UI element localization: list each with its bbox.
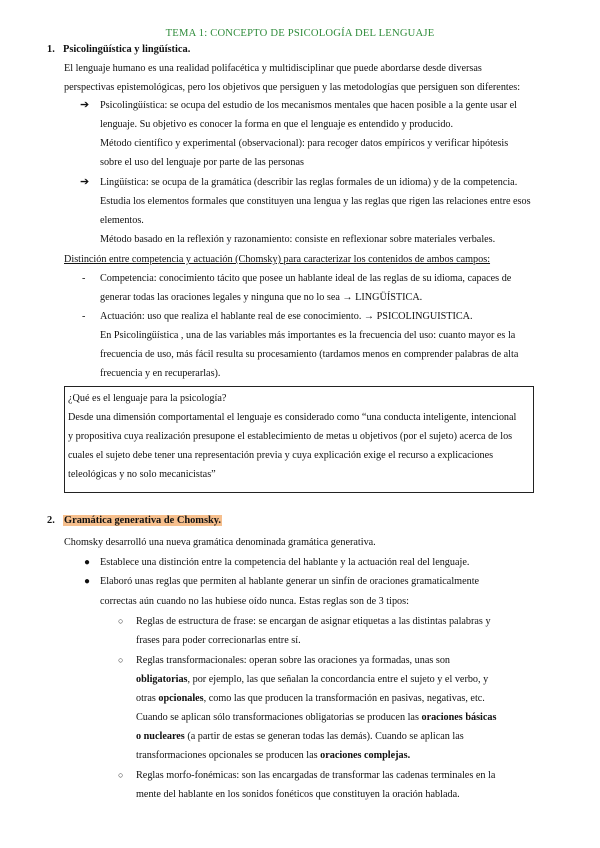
section-1-heading: 1. Psicolingüística y lingüística. [47,44,191,55]
actuacion-line-1: Actuación: uso que realiza el hablante real de ese conocimiento. → PSICOLINGUISTICA. [100,311,473,322]
ling-line-3: elementos. [100,215,144,226]
psico-line-4: sobre el uso del lenguaje por parte de las personas [100,157,304,168]
circle-bullet-icon: ○ [118,770,124,780]
dash-icon: - [82,273,86,284]
section-1-intro-line-1: El lenguaje humano es una realidad polifacética y multidisciplinar que puede abordarse desde diversas [64,63,482,74]
rule-3-line-2: mente del hablante en los sonidos fonéticos que constituyen la oración hablada. [136,789,460,800]
section-2-intro: Chomsky desarrolló una nueva gramática denominada gramática generativa. [64,537,376,548]
ling-line-1: Lingüística: se ocupa de la gramática (describir las reglas formales de un idioma) y de la competencia. [100,177,518,188]
rule-2-line-2: obligatorias, por ejemplo, las que señalan la concordancia entre el sujeto y el verbo, y [136,674,489,685]
box-line-1: Desde una dimensión comportamental el lenguaje es considerado como “una conducta inteligente, intencional [68,412,517,423]
ling-line-2: Estudia los elementos formales que constituyen una lengua y las reglas que rigen las relaciones entre esos [100,196,531,207]
rule-2-line-1: Reglas transformacionales: operan sobre las oraciones ya formadas, unas son [136,655,451,666]
box-line-4: teleológicas y no solo mecanicistas” [68,469,216,480]
bullet-2-line-2: correctas aún cuando no las hubiese oído nunca. Estas reglas son de 3 tipos: [100,596,409,607]
distinction-heading: Distinción entre competencia y actuación (Chomsky) para caracterizar los contenidos de ambos campos: [64,254,491,265]
actuacion-line-4: frecuencia y en recuperarlas). [100,368,221,379]
section-2-heading: 2. Gramática generativa de Chomsky. [47,515,221,526]
psico-line-1: Psicolingüística: se ocupa del estudio de los mecanismos mentales que hacen posible a la gente usar el [100,100,518,111]
rule-1-line-1: Reglas de estructura de frase: se encargan de asignar etiquetas a las distintas palabras y [136,616,491,627]
box-line-3: cuales el sujeto debe tener una representación previa y cuya explicación exige el recurso a explicaciones [68,450,494,461]
bullet-icon: ● [84,557,91,568]
rule-2-line-4: Cuando se aplican sólo transformaciones obligatorias se producen las oraciones básicas [136,712,497,723]
section-1-intro-line-2: perspectivas epistemológicas, pero los objetivos que persiguen y las metodologías que persiguen son diferentes: [64,82,521,93]
bullet-1-text: Establece una distinción entre la competencia del hablante y la actuación real del lenguaje. [100,557,470,568]
arrow-icon: ➔ [80,176,90,188]
rule-3-line-1: Reglas morfo-fonémicas: son las encargadas de transformar las cadenas terminales en la [136,770,496,781]
rule-2-line-5: o nucleares (a partir de estas se generan todas las demás). Cuando se aplican las [136,731,464,742]
circle-bullet-icon: ○ [118,616,124,626]
arrow-icon: ➔ [80,99,90,111]
box-question: ¿Qué es el lenguaje para la psicología? [68,393,227,404]
rule-2-line-3: otras opcionales, como las que producen la transformación en pasivas, negativas, etc. [136,693,485,704]
rule-2-line-6: transformaciones opcionales se producen las oraciones complejas. [136,750,411,761]
circle-bullet-icon: ○ [118,655,124,665]
competencia-line-2: generar todas las oraciones legales y ninguna que no lo sea → LINGÜÍSTICA. [100,292,423,303]
psico-line-2: lenguaje. Su objetivo es conocer la forma en que el lenguaje es entendido y producido. [100,119,454,130]
actuacion-line-2: En Psicolingüística , una de las variables más importantes es la frecuencia del uso: cuanto mayor es la [100,330,516,341]
box-line-2: y propositiva cuya realización presupone el establecimiento de metas u objetivos (por el sujeto) acerca de los [68,431,513,442]
dash-icon: - [82,311,86,322]
rule-1-line-2: frases para poder correcionarlas entre sí. [136,635,301,646]
bullet-icon: ● [84,576,91,587]
actuacion-line-3: frecuencia de uso, más fácil resulta su procesamiento (tardamos menos en comprender palabras de alta [100,349,519,360]
competencia-line-1: Competencia: conocimiento tácito que posee un hablante ideal de las reglas de su idioma, capaces de [100,273,512,284]
psico-line-3: Método científico y experimental (observacional): para recoger datos empíricos y verificar hipótesis [100,138,509,149]
ling-line-4: Método basado en la reflexión y razonamiento: consiste en reflexionar sobre materiales verbales. [100,234,496,245]
bullet-2-line-1: Elaboró unas reglas que permiten al hablante generar un sinfín de oraciones gramaticalmente [100,576,480,587]
page-title: TEMA 1: CONCEPTO DE PSICOLOGÍA DEL LENGUAJE [165,28,435,39]
